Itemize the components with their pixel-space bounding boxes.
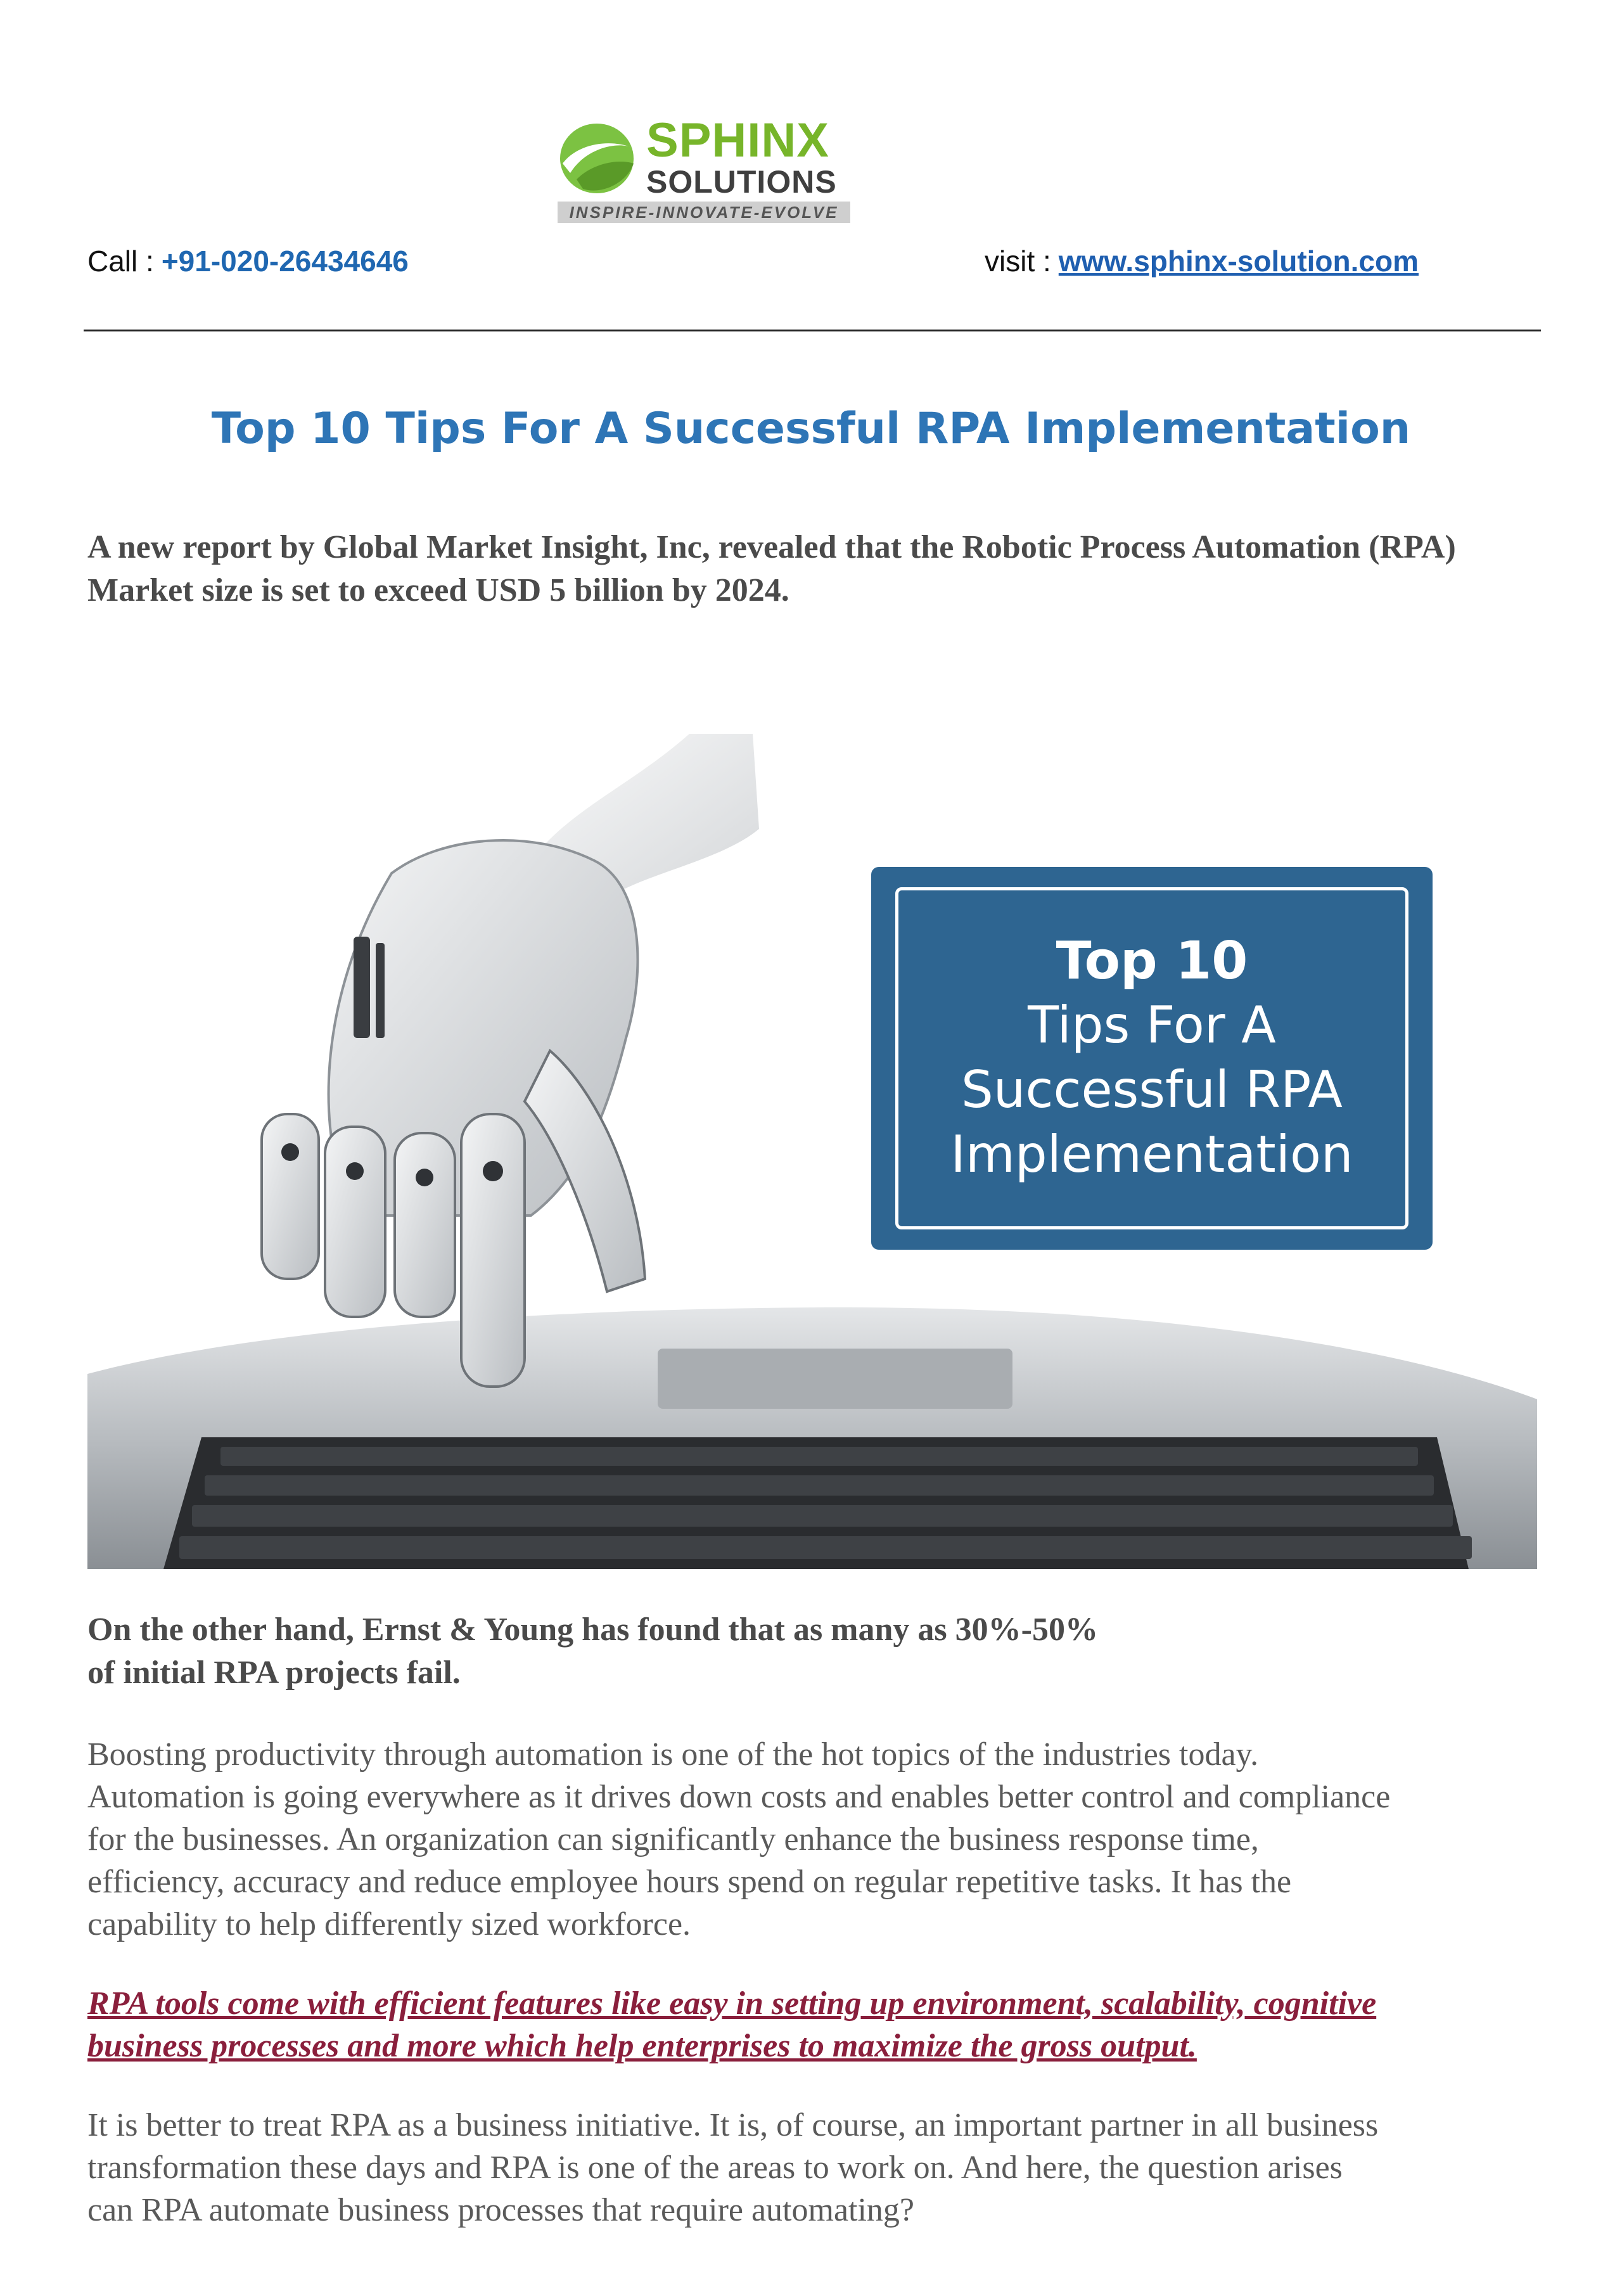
header-divider (84, 330, 1541, 331)
hero-card-line-3: Successful RPA (961, 1060, 1343, 1119)
hero-card-line-4: Implementation (950, 1125, 1353, 1184)
ey-statistic-paragraph (87, 1608, 1545, 1695)
p3-line-2: transformation these days and RPA is one of the areas to work on. And here, the question arises (87, 2150, 1343, 2186)
hero-title-card-frame (895, 887, 1408, 1229)
highlight-line-1[interactable]: RPA tools come with efficient features like easy in setting up environment, scalability, cognitive (87, 1985, 1377, 2022)
ey-line-1: On the other hand, Ernst & Young has found that as many as 30%-50% (87, 1612, 1098, 1648)
lead-paragraph: A new report by Global Market Insight, Inc, revealed that the Robotic Process Automation (RPA) Market size is set to exceed USD 5 billion by 2024. (87, 529, 1456, 608)
p1-line-3: for the businesses. An organization can significantly enhance the business response time, (87, 1821, 1259, 1857)
p3-line-1: It is better to treat RPA as a business initiative. It is, of course, an important partner in all business (87, 2107, 1379, 2143)
ey-line-2: of initial RPA projects fail. (87, 1655, 461, 1691)
page-title: Top 10 Tips For A Successful RPA Implementation (211, 404, 1411, 454)
visit-info (985, 242, 1419, 280)
hero-card-line-2: Tips For A (1028, 996, 1276, 1055)
highlight-line-2[interactable]: business processes and more which help enterprises to maximize the gross output. (87, 2028, 1197, 2064)
p3-line-3: can RPA automate business processes that require automating? (87, 2192, 915, 2228)
brand-tagline: INSPIRE-INNOVATE-EVOLVE (558, 202, 850, 223)
brand-name: SPHINX (646, 113, 829, 167)
hero-image (87, 734, 1537, 1569)
body-paragraph-2 (87, 2104, 1545, 2231)
rpa-tools-link[interactable] (87, 1982, 1545, 2067)
p1-line-1: Boosting productivity through automation is one of the hot topics of the industries today. (87, 1736, 1259, 1773)
brand-subtitle: SOLUTIONS (646, 164, 837, 200)
hero-title-card (871, 867, 1433, 1250)
sphinx-logo (558, 114, 849, 225)
hero-card-line-1: Top 10 (1056, 931, 1248, 991)
body-paragraph-1 (87, 1733, 1545, 1946)
p1-line-5: capability to help differently sized workforce. (87, 1906, 691, 1942)
call-info (87, 242, 409, 280)
phone-number[interactable]: +91-020-26434646 (161, 245, 409, 278)
p1-line-2: Automation is going everywhere as it drives down costs and enables better control and compliance (87, 1779, 1391, 1815)
website-link[interactable]: www.sphinx-solution.com (1058, 245, 1419, 278)
logo-leaf-icon (558, 119, 637, 198)
call-label: Call : (87, 245, 154, 278)
visit-label: visit : (985, 245, 1051, 278)
p1-line-4: efficiency, accuracy and reduce employee hours spend on regular repetitive tasks. It has the (87, 1864, 1292, 1900)
